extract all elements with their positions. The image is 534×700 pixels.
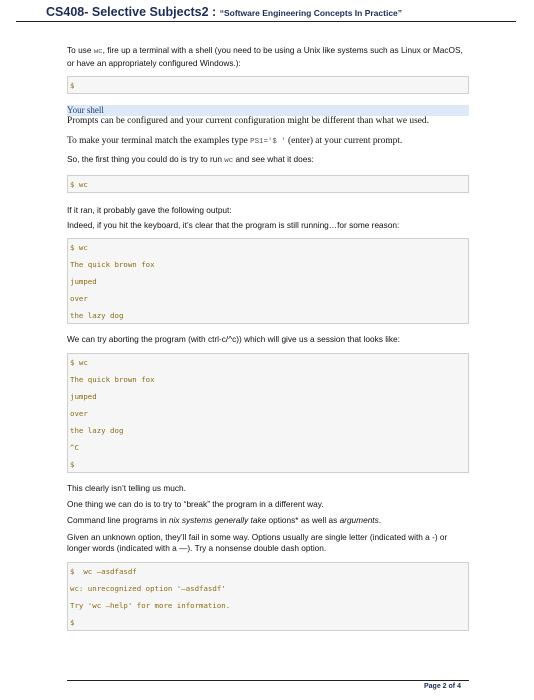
intro-paragraph: To use wc, fire up a terminal with a shell (you need to be using a Unix like systems such as Linux or MacOS, or have an appropriately configured Windows.): <box>67 45 463 68</box>
course-subtitle: “Software Engineering Concepts In Practice” <box>219 8 403 18</box>
cmdline-paragraph: Command line programs in nix systems generally take options* as well as arguments. <box>67 515 382 525</box>
unknown-option-paragraph: Given an unknown option, they’ll fail in some way. Options usually are single letter (indicated with a -) or longer words (indicated with a —). Try a nonsense double dash option. <box>67 532 448 553</box>
prompt-instruction: To make your terminal match the examples type PS1='$ ' (enter) at your current prompt. <box>67 136 403 146</box>
footer-rule <box>67 680 469 681</box>
prompt-code-block <box>67 76 469 94</box>
if-ran-paragraph: If it ran, it probably gave the following output: <box>67 205 232 215</box>
inline-code: wc <box>224 157 234 165</box>
note-title: Your shell <box>67 105 469 116</box>
code-line: $ wc —asdfasdf <box>70 567 137 576</box>
running-code-block <box>67 238 469 324</box>
inline-code: wc <box>93 48 103 56</box>
code-line: $ <box>70 618 75 627</box>
page-number: Page 2 of 4 <box>424 683 461 690</box>
code-line: the lazy dog <box>70 426 124 435</box>
code-line: ^C <box>70 443 79 452</box>
abort-paragraph: We can try aborting the program (with ctrl-c/^c)) which will give us a session that looks like: <box>67 334 400 344</box>
course-title: CS408- Selective Subjects2 : <box>46 5 217 19</box>
code-line: wc: unrecognized option '—asdfasdf' <box>70 584 226 593</box>
code-line: The quick brown fox <box>70 260 155 269</box>
code-line: over <box>70 294 88 303</box>
abort-code-block <box>67 353 469 473</box>
code-line: $ <box>70 460 75 469</box>
code-line: $ wc <box>70 358 88 367</box>
code-line: The quick brown fox <box>70 375 155 384</box>
break-paragraph: One thing we can do is to try to “break” the program in a different way. <box>67 499 324 509</box>
option-code-block <box>67 562 469 631</box>
indeed-paragraph: Indeed, if you hit the keyboard, it’s clear that the program is still running…for some reason: <box>67 220 400 230</box>
page-content <box>67 45 469 631</box>
code-line: the lazy dog <box>70 311 124 320</box>
not-telling-paragraph: This clearly isn’t telling us much. <box>67 483 186 493</box>
code-line: over <box>70 409 88 418</box>
inline-code: PS1='$ ' <box>250 138 286 146</box>
code-line: $ wc <box>70 180 88 189</box>
code-line: jumped <box>70 392 97 401</box>
code-line: jumped <box>70 277 97 286</box>
wc-code-block <box>67 175 469 193</box>
header-title <box>46 5 402 19</box>
code-line: Try 'wc —help' for more information. <box>70 601 231 610</box>
first-try-paragraph: So, the first thing you could do is try to run wc and see what it does: <box>67 154 314 165</box>
header-rule <box>16 21 516 22</box>
code-line: $ <box>70 81 75 90</box>
code-line: $ wc <box>70 243 88 252</box>
note-body: Prompts can be configured and your current configuration might be different than what we used. <box>67 116 429 126</box>
